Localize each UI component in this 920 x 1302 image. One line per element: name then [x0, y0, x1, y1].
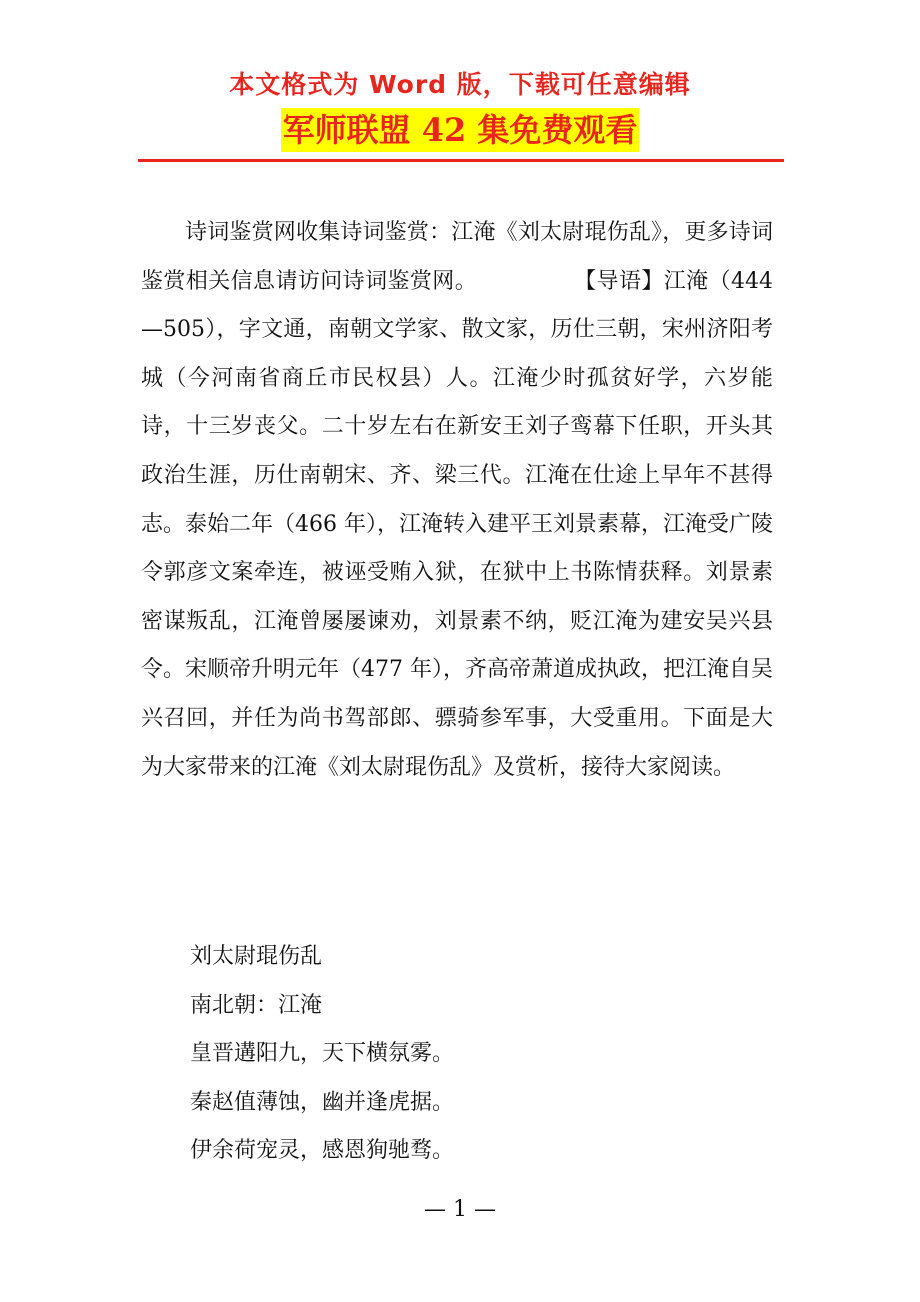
header-rule — [138, 159, 784, 162]
intro-paragraph — [141, 209, 773, 792]
poem-author: 南北朝：江淹 — [190, 992, 323, 1018]
title-wrap — [0, 108, 920, 162]
intro-biography: 江淹（444—505），字文通，南朝文学家、散文家，历仕三朝，宋州济阳考城（今河南省商丘市民权县）人。江淹少时孤贫好学，六岁能诗，十三岁丧父。二十岁左右在新安王刘子鸾幕下任职，开头其政治生涯，历仕南朝宋、齐、梁三代。江淹在仕途上早年不甚得志。泰始二年（466 年），江淹转入建平王刘景素幕，江淹受广陵令郭彦文案牵连，被诬受贿入狱，在狱中上书陈情获释。刘景素密谋叛乱，江淹曾屡屡谏劝，刘景素不纳，贬江淹为建安吴兴县令。宋顺帝升明元年（477 年），齐高帝萧道成执政，把江淹自吴兴召回，并任为尚书驾部郎、骠骑参军事，大受重用。下面是大为大家带来的江淹《刘太尉琨伤乱》及赏析，接待大家阅读。 — [141, 268, 773, 780]
page-number: — 1 — — [424, 1197, 496, 1222]
intro-sentence: 诗词鉴赏网收集诗词鉴赏：江淹《刘太尉琨伤乱》，更多诗词鉴赏相关信息请访问诗词鉴赏网。 — [141, 220, 773, 294]
page-header — [0, 62, 920, 162]
poem-line: 秦赵值薄蚀，幽并逢虎据。 — [190, 1089, 455, 1115]
document-title: 军师联盟 42 集免费观看 — [281, 108, 640, 152]
daoyu-label: 【导语】 — [585, 268, 664, 294]
poem-line: 伊余荷宠灵，感恩狥驰骛。 — [190, 1138, 455, 1163]
poem-block — [190, 933, 750, 1176]
poem-line: 皇晋遘阳九，天下横氛雾。 — [190, 1041, 455, 1066]
format-notice: 本文格式为 Word 版，下载可任意编辑 — [229, 70, 691, 99]
poem-title: 刘太尉琨伤乱 — [190, 944, 323, 969]
